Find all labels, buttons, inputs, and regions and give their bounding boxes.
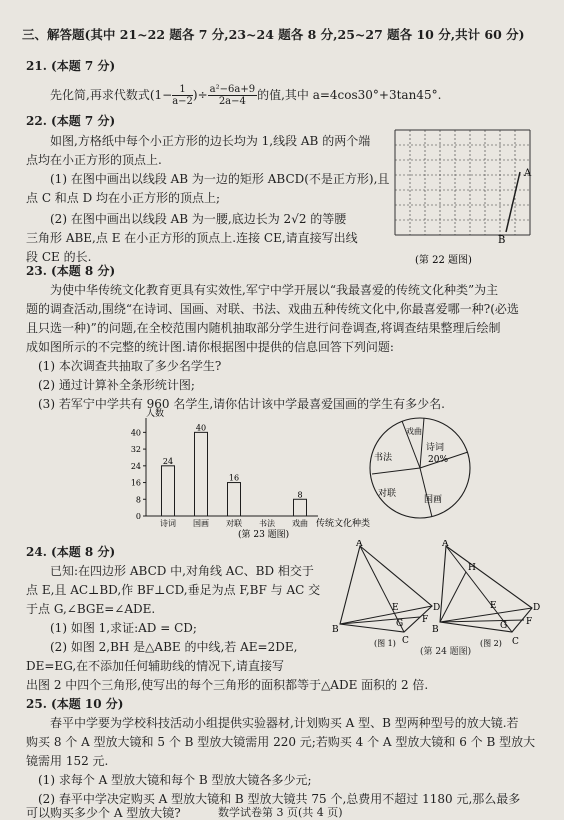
- q24-figure-1: [330, 540, 440, 652]
- q22-figure-caption: (第 22 题图): [415, 255, 472, 266]
- fig1-label-a: A: [356, 540, 363, 549]
- q22-line: (2) 在图中画出以线段 AB 为一腰,底边长为 2√2 的等腰: [50, 212, 347, 226]
- q21-text-before: 先化简,再求代数式(1−: [50, 88, 173, 102]
- q21-fraction-2: [208, 84, 257, 107]
- fig1-label-b: B: [332, 625, 339, 635]
- pie-label-guohua: 国画: [424, 495, 443, 505]
- q25-line: (1) 求每个 A 型放大镜和每个 B 型放大镜各多少元;: [38, 773, 312, 787]
- fig2-label-c: C: [512, 637, 519, 647]
- chart-data-label: 24: [162, 456, 174, 466]
- q24-line: (1) 如图 1,求证:AD = CD;: [50, 621, 197, 635]
- fig1-label-g: G: [396, 619, 404, 629]
- pie-label-xiqu: 戏曲: [406, 427, 422, 436]
- q23-title: 23. (本题 8 分): [26, 264, 116, 278]
- q22-label-a: A: [524, 168, 532, 179]
- q24-title: 24. (本题 8 分): [26, 545, 116, 559]
- fig1-bf: [340, 617, 420, 624]
- pie-divider: [372, 468, 420, 474]
- chart-y-tick-label: 40: [130, 428, 141, 438]
- q24-figure-caption: (第 24 题图): [420, 647, 472, 657]
- q25-line: 购买 8 个 A 型放大镜和 5 个 B 型放大镜需用 220 元;若购买 4 个 A 型放大镜和 6 个 B 型放大: [26, 735, 536, 749]
- chart-y-tick-label: 8: [135, 495, 141, 505]
- q23-line: (2) 通过计算补全条形统计图;: [38, 378, 195, 392]
- q21-text: [50, 84, 441, 107]
- chart-y-tick-label: 32: [130, 445, 141, 455]
- q25-line: 镜需用 152 元.: [26, 754, 109, 768]
- q24-line: 点 E,且 AC⊥BD,作 BF⊥CD,垂足为点 F,BF 与 AC 交: [26, 583, 321, 597]
- chart-data-label: 16: [228, 473, 240, 483]
- q24-line: DE=EG,在不添加任何辅助线的情况下,请直接写: [26, 659, 284, 673]
- pie-label-duilian: 对联: [378, 489, 397, 499]
- q22-line: 点 C 和点 D 均在小正方形的顶点上;: [26, 191, 221, 205]
- q24-line: 已知:在四边形 ABCD 中,对角线 AC、BD 相交于: [50, 564, 314, 578]
- section-header: 三、解答题(其中 21~22 题各 7 分,23~24 题各 8 分,25~27 题各 10 分,共计 60 分): [22, 27, 525, 42]
- q22-label-b: B: [498, 235, 506, 246]
- page-footer: 数学试卷第 3 页(共 4 页): [218, 806, 343, 819]
- chart-bar: [195, 432, 208, 516]
- fig2-label-b: B: [432, 625, 439, 635]
- q23-line: 且只选一种)”的问题,在全校范围内随机抽取部分学生进行问卷调查,将调查结果整理后绘制: [26, 321, 501, 335]
- fig2-label-g: G: [500, 621, 508, 631]
- fig1-label-e: E: [392, 603, 399, 613]
- q23-line: (1) 本次调查共抽取了多少名学生?: [38, 359, 222, 373]
- q24-line: (2) 如图 2,BH 是△ABE 的中线,若 AE=2DE,: [50, 640, 298, 654]
- fig2-label-e: E: [490, 601, 497, 611]
- q21-text-after: 的值,其中 a=4cos30°+3tan45°.: [257, 88, 442, 102]
- q22-line: 点均在小正方形的顶点上.: [26, 153, 162, 167]
- q22-title: 22. (本题 7 分): [26, 114, 116, 128]
- q25-line: 春平中学要为学校科技活动小组提供实验器材,计划购买 A 型、B 型两种型号的放大镜.若: [50, 716, 519, 730]
- fig2-label-h: H: [468, 563, 476, 573]
- q21-title: 21. (本题 7 分): [26, 59, 116, 73]
- fig1-label-f: F: [422, 615, 429, 625]
- fig2-label-a: A: [442, 540, 449, 549]
- fig2-caption: (图 2): [480, 639, 502, 648]
- chart-y-tick-label: 0: [135, 512, 141, 521]
- fig2-quadrilateral: [440, 546, 532, 632]
- chart-category-label: 国画: [193, 519, 209, 528]
- fig1-label-c: C: [402, 636, 409, 646]
- q22-line: (1) 在图中画出以线段 AB 为一边的矩形 ABCD(不是正方形),且: [50, 172, 390, 186]
- fig2-label-f: F: [526, 617, 533, 627]
- chart-category-label: 戏曲: [292, 519, 308, 528]
- fig1-quadrilateral: [340, 546, 432, 632]
- q22-line: 三角形 ABE,点 E 在小正方形的顶点上.连接 CE,请直接写出线: [26, 231, 358, 245]
- q23-line: 为使中华传统文化教育更具有实效性,军宁中学开展以“我最喜爱的传统文化种类”为主: [50, 283, 499, 297]
- q24-figure-2: [432, 540, 542, 652]
- chart-category-label: 书法: [259, 519, 275, 528]
- q22-grid: [395, 130, 530, 235]
- q23-bar-chart: [120, 404, 390, 539]
- fig1-caption: (图 1): [374, 639, 396, 648]
- chart-y-tick-label: 16: [130, 478, 141, 488]
- chart-category-label: 诗词: [160, 519, 176, 528]
- q23-line: 成如图所示的不完整的统计图.请你根据图中提供的信息回答下列问题:: [26, 340, 394, 354]
- chart-bar: [162, 466, 175, 516]
- frac2-den: 2a−4: [218, 96, 246, 107]
- q23-line: (3) 若军宁中学共有 960 名学生,请你估计该中学最喜爱国画的学生有多少名.: [38, 397, 445, 411]
- pie-label-shufa: 书法: [374, 453, 393, 463]
- pie-label-shici-percent: 20%: [428, 455, 449, 465]
- q21-fraction-1: [172, 84, 193, 107]
- q24-line: 出图 2 中四个三角形,使写出的每个三角形的面积都等于△ADE 面积的 2 倍.: [26, 678, 429, 692]
- q21-text-mid: )÷: [192, 88, 208, 102]
- chart-y-tick-label: 24: [130, 461, 141, 471]
- frac1-num: 1: [172, 84, 193, 96]
- chart-data-label: 8: [297, 490, 303, 500]
- chart-data-label: 40: [195, 423, 207, 433]
- q23-figure-caption: (第 23 题图): [238, 530, 290, 539]
- pie-divider: [420, 418, 424, 468]
- chart-bar: [228, 483, 241, 516]
- chart-xlabel: 传统文化种类: [316, 519, 371, 529]
- pie-divider: [420, 468, 432, 517]
- q25-line: (2) 春平中学决定购买 A 型放大镜和 B 型放大镜共 75 个,总费用不超过 1180 元,那么最多: [38, 792, 521, 806]
- q22-line: 如图,方格纸中每个小正方形的边长均为 1,线段 AB 的两个端: [50, 134, 371, 148]
- q24-line: 于点 G,∠BGE=∠ADE.: [26, 602, 156, 616]
- chart-ylabel: 人数: [146, 409, 165, 419]
- segment-ab: [506, 172, 520, 232]
- q22-line: 段 CE 的长.: [26, 250, 92, 264]
- q25-title: 25. (本题 10 分): [26, 697, 124, 711]
- frac1-den: a−2: [172, 96, 193, 107]
- q23-pie-chart: [362, 404, 482, 526]
- frac2-num: a²−6a+9: [209, 84, 256, 95]
- q23-line: 题的调查活动,围绕“在诗词、国画、对联、书法、戏曲五种传统文化中,你最喜爱哪一种?(必选: [26, 302, 519, 316]
- chart-category-label: 对联: [226, 519, 242, 528]
- pie-label-shici: 诗词: [426, 443, 445, 453]
- fig1-label-d: D: [433, 603, 440, 613]
- fig1-diagonal-bd: [340, 606, 432, 624]
- q25-line: 可以购买多少个 A 型放大镜?: [26, 806, 181, 820]
- q22-grid-figure: [385, 120, 545, 270]
- fig2-label-d: D: [533, 603, 541, 613]
- chart-bar: [294, 499, 307, 516]
